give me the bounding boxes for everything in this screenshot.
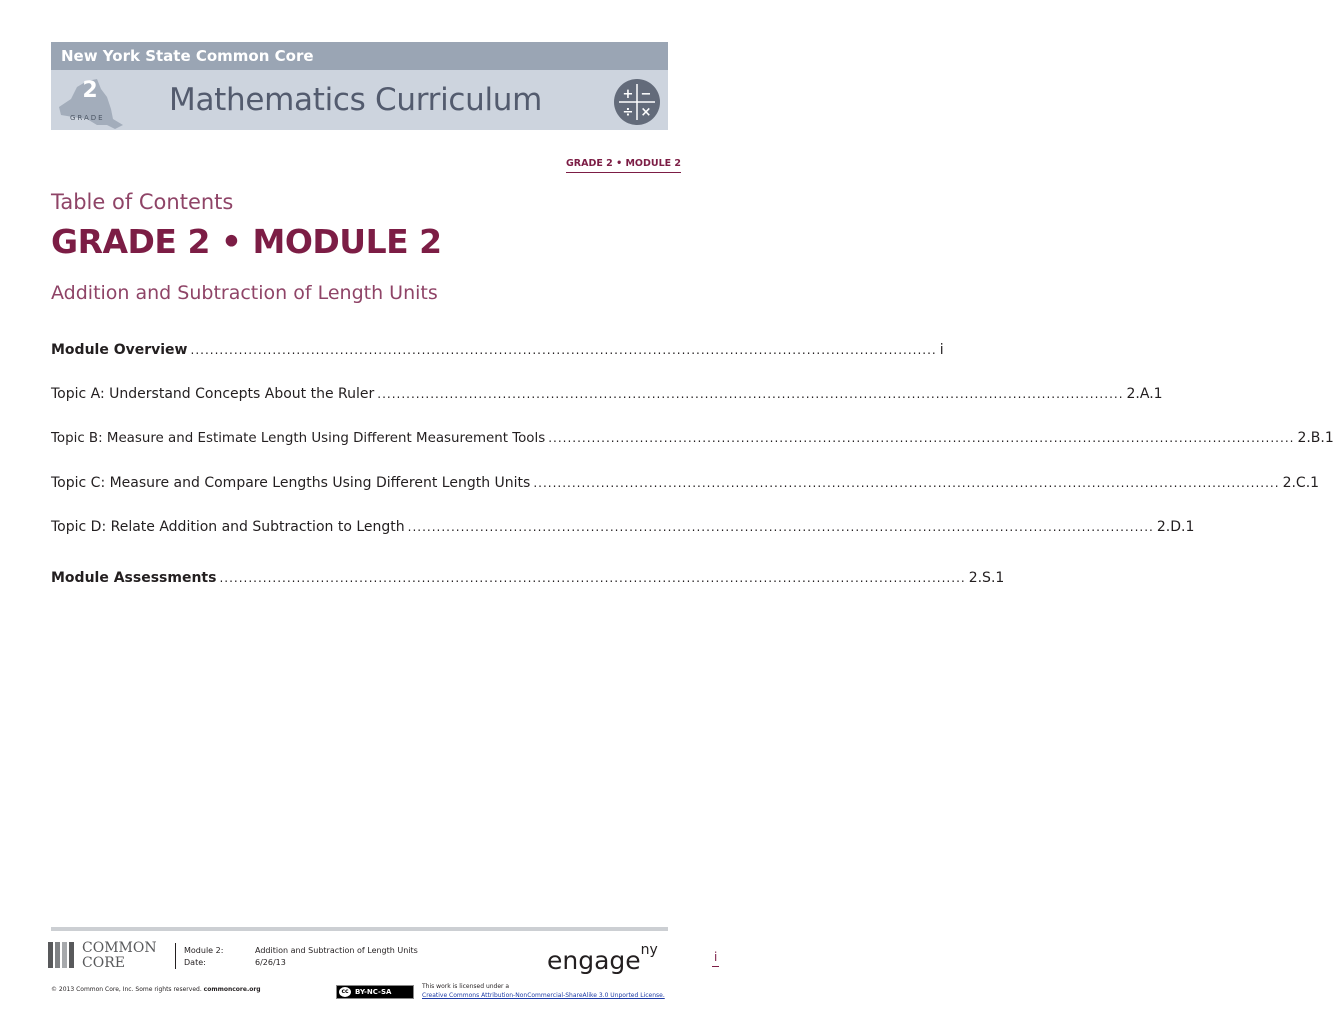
engage-text: engage xyxy=(547,946,641,975)
toc-leader-dots: ........................................................................................................................................................... xyxy=(407,520,1154,534)
license-link[interactable]: Creative Commons Attribution-NonCommercial-ShareAlike 3.0 Unported License. xyxy=(422,992,665,999)
state-label: New York State Common Core xyxy=(61,47,314,65)
grade-word: GRADE xyxy=(70,114,105,122)
toc-entry-page: 2.C.1 xyxy=(1282,475,1320,491)
page-number: i xyxy=(712,950,719,967)
grade-number: 2 xyxy=(82,78,98,103)
state-banner xyxy=(51,42,668,70)
date-key: Date: xyxy=(184,958,206,967)
toc-leader-dots: ........................................................................................................................................................... xyxy=(377,387,1124,401)
engage-sup: ny xyxy=(640,941,658,958)
toc-entry-page: 2.D.1 xyxy=(1156,519,1195,535)
plus-symbol: + xyxy=(622,87,634,102)
toc-entry-module-assessments[interactable] xyxy=(51,570,1005,586)
copyright xyxy=(51,986,261,993)
module-value: Addition and Subtraction of Length Units xyxy=(255,946,418,955)
toc-entry-page: i xyxy=(939,342,944,358)
toc-entry-label: Topic B: Measure and Estimate Length Using Different Measurement Tools xyxy=(51,431,546,446)
footer-meta-keys xyxy=(184,945,223,969)
toc-entry-page: 2.B.1 xyxy=(1297,430,1334,446)
toc-entry-label: Topic A: Understand Concepts About the Ruler xyxy=(51,386,375,402)
module-key: Module 2: xyxy=(184,946,224,955)
minus-symbol: − xyxy=(640,87,652,102)
math-operations-icon xyxy=(613,78,661,126)
toc-entry-label: Module Overview xyxy=(51,342,188,358)
toc-entry-page: 2.S.1 xyxy=(968,570,1005,586)
date-value: 6/26/13 xyxy=(255,958,286,967)
common-core-line2: CORE xyxy=(82,955,125,971)
toc-entry-module-overview[interactable] xyxy=(51,342,944,358)
footer-meta-values xyxy=(255,945,418,969)
toc-leader-dots: ........................................................................................................................................................... xyxy=(219,571,966,585)
curriculum-banner xyxy=(51,70,668,130)
license-notice xyxy=(422,982,665,1000)
cc-license-badge[interactable] xyxy=(336,985,414,999)
toc-entry-topic-b[interactable] xyxy=(51,430,1334,446)
toc-leader-dots: ........................................................................................................................................................... xyxy=(533,476,1280,490)
license-line: This work is licensed under a xyxy=(422,983,510,990)
toc-entry-label: Topic D: Relate Addition and Subtraction to Length xyxy=(51,519,405,535)
footer-rule xyxy=(51,927,668,931)
toc-entry-page: 2.A.1 xyxy=(1126,386,1163,402)
toc-entry-topic-a[interactable] xyxy=(51,386,1163,402)
module-title: GRADE 2 • MODULE 2 xyxy=(51,222,442,261)
copyright-site[interactable]: commoncore.org xyxy=(203,986,261,993)
engageny-logo[interactable] xyxy=(547,941,658,975)
toc-leader-dots: ........................................................................................................................................................... xyxy=(190,343,937,357)
copyright-text: © 2013 Common Core, Inc. Some rights reserved. xyxy=(51,986,202,993)
grade-module-tag: GRADE 2 • MODULE 2 xyxy=(566,158,681,173)
common-core-line1: COMMON xyxy=(82,940,157,956)
module-subtitle: Addition and Subtraction of Length Units xyxy=(51,282,438,304)
common-core-logo-icon xyxy=(48,940,78,970)
toc-entry-label: Topic C: Measure and Compare Lengths Using Different Length Units xyxy=(51,475,531,491)
times-symbol: × xyxy=(640,105,652,120)
cc-icon: cc xyxy=(339,987,351,997)
divide-symbol: ÷ xyxy=(622,105,634,120)
curriculum-title: Mathematics Curriculum xyxy=(169,82,543,118)
toc-entry-topic-c[interactable] xyxy=(51,475,1320,491)
cc-badge-text: BY-NC-SA xyxy=(355,988,392,996)
toc-entry-topic-d[interactable] xyxy=(51,519,1195,535)
common-core-wordmark xyxy=(82,941,157,971)
footer-divider xyxy=(175,943,176,969)
toc-leader-dots: ........................................................................................................................................................... xyxy=(548,431,1295,445)
toc-label: Table of Contents xyxy=(51,190,234,214)
toc-entry-label: Module Assessments xyxy=(51,570,217,586)
